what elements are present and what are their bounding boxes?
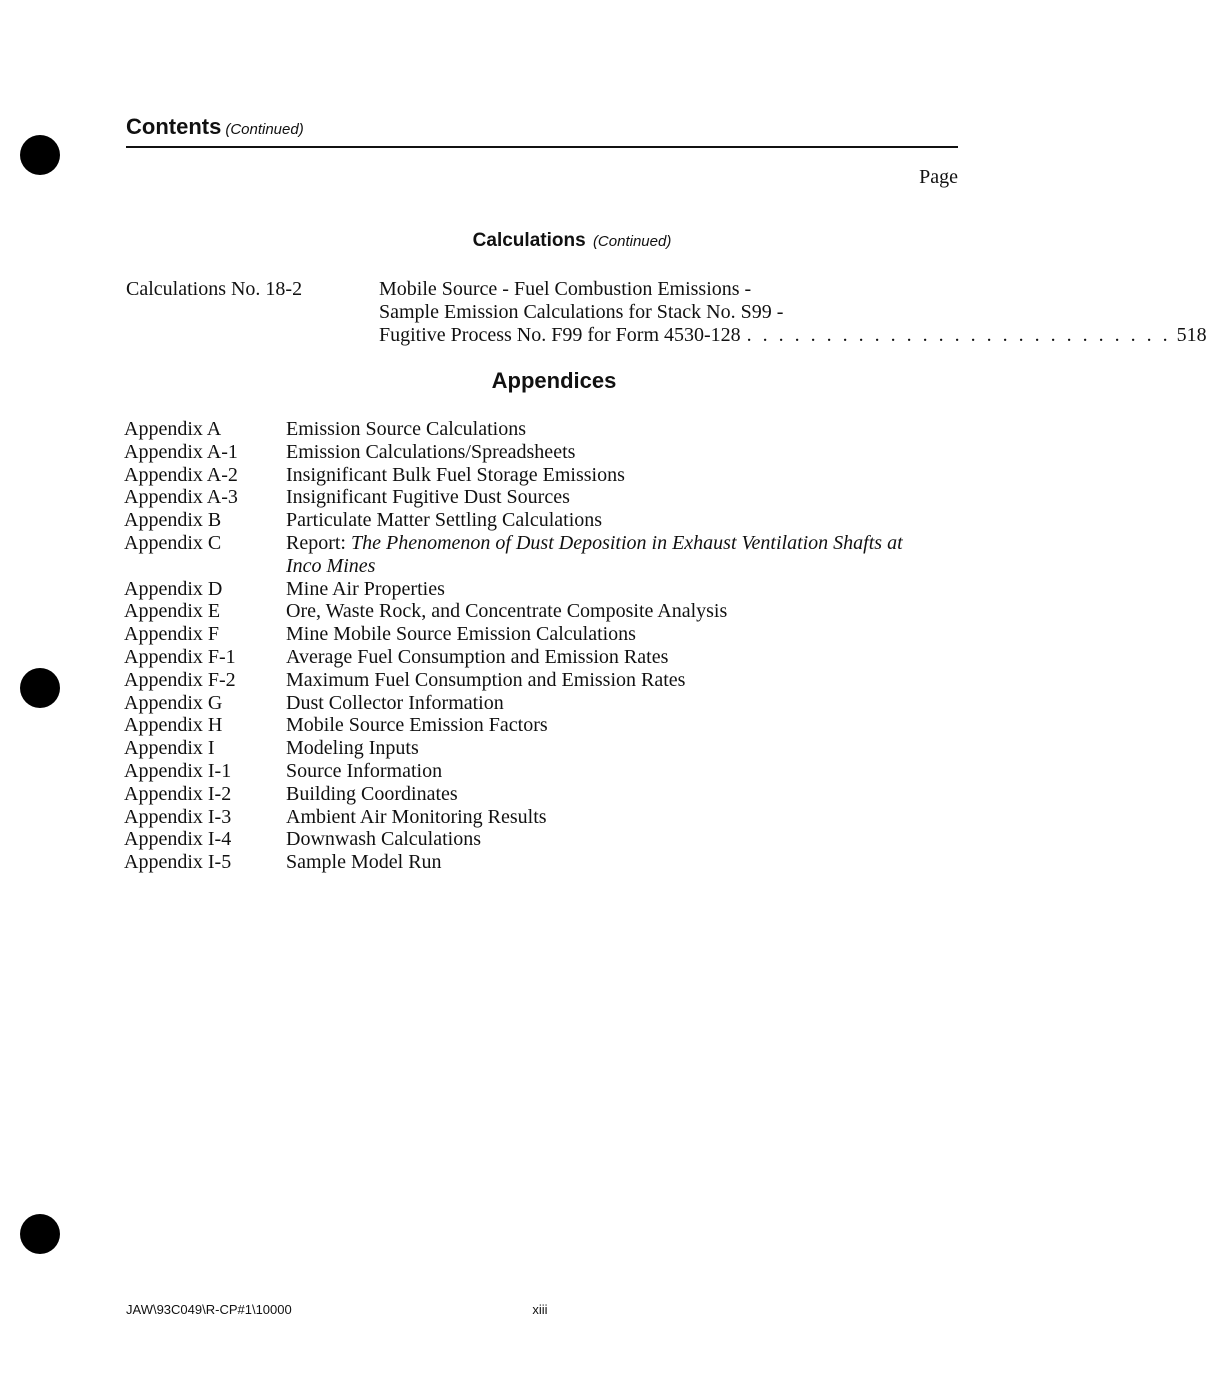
appendix-title: Source Information xyxy=(286,759,443,782)
appendix-label: Appendix A-1 xyxy=(124,440,238,463)
appendix-label: Appendix I-4 xyxy=(124,828,232,851)
calculations-heading-text: Calculations xyxy=(472,230,586,251)
calculation-entry-description[interactable] xyxy=(379,278,1207,346)
appendix-title: Mine Air Properties xyxy=(286,577,445,600)
appendix-label: Appendix A xyxy=(124,418,222,440)
appendix-row[interactable] xyxy=(124,441,924,464)
appendix-label: Appendix I-2 xyxy=(124,782,232,805)
document-id: JAW\93C049\R-CP#1\10000 xyxy=(126,1302,292,1317)
appendix-row[interactable] xyxy=(124,418,924,441)
appendix-title: Ore, Waste Rock, and Concentrate Composite Analysis xyxy=(286,600,728,623)
appendix-title: Mobile Source Emission Factors xyxy=(286,714,548,737)
appendix-list xyxy=(124,418,924,874)
appendix-row[interactable] xyxy=(124,600,924,623)
appendix-row[interactable] xyxy=(124,464,924,487)
appendix-row[interactable] xyxy=(124,828,924,851)
appendix-title: Emission Source Calculations xyxy=(286,418,526,440)
appendix-title: Insignificant Bulk Fuel Storage Emissions xyxy=(286,463,625,486)
appendix-title: Average Fuel Consumption and Emission Rates xyxy=(286,645,669,668)
appendix-title: Dust Collector Information xyxy=(286,691,504,714)
appendix-title: Modeling Inputs xyxy=(286,737,419,760)
appendix-title: Maximum Fuel Consumption and Emission Rates xyxy=(286,668,686,691)
appendix-row[interactable] xyxy=(124,692,924,715)
page-title-continued: (Continued) xyxy=(225,121,304,138)
calculation-entry-label: Calculations No. 18-2 xyxy=(126,278,303,300)
appendix-title: Emission Calculations/Spreadsheets xyxy=(286,440,576,463)
page-title xyxy=(126,114,304,140)
calculation-entry-line: Mobile Source - Fuel Combustion Emissions - xyxy=(379,278,752,300)
appendix-label: Appendix I-5 xyxy=(124,851,232,874)
header-rule xyxy=(126,146,958,148)
appendix-title: Mine Mobile Source Emission Calculations xyxy=(286,623,636,646)
appendix-row[interactable] xyxy=(124,806,924,829)
appendix-row[interactable] xyxy=(124,486,924,509)
appendix-row[interactable] xyxy=(124,851,924,874)
appendix-row[interactable] xyxy=(124,509,924,532)
appendix-label: Appendix I xyxy=(124,737,215,760)
appendix-row[interactable] xyxy=(124,532,924,578)
dot-leader: . . . . . . . . . . . . . . . . . . . . . . . . . . . xyxy=(746,323,1171,346)
binder-hole-top xyxy=(20,135,60,175)
appendix-label: Appendix B xyxy=(124,509,222,532)
appendix-row[interactable] xyxy=(124,714,924,737)
appendix-title: Building Coordinates xyxy=(286,782,458,805)
appendix-row[interactable] xyxy=(124,760,924,783)
appendix-title: Insignificant Fugitive Dust Sources xyxy=(286,486,570,509)
calculations-heading xyxy=(126,230,958,252)
calculation-entry-last-line xyxy=(379,323,1207,347)
appendix-label: Appendix A-2 xyxy=(124,463,238,486)
appendix-label: Appendix D xyxy=(124,577,223,600)
calculation-entry-line: Sample Emission Calculations for Stack No. S99 - xyxy=(379,300,784,323)
appendix-title xyxy=(286,532,924,578)
appendices-heading: Appendices xyxy=(491,368,617,393)
appendix-label: Appendix G xyxy=(124,691,223,714)
appendix-title: Sample Model Run xyxy=(286,851,442,874)
appendix-label: Appendix H xyxy=(124,714,223,737)
binder-hole-bottom xyxy=(20,1214,60,1254)
calculation-entry-page: 518 xyxy=(1176,323,1207,346)
appendix-label: Appendix C xyxy=(124,531,222,554)
appendix-label: Appendix F-1 xyxy=(124,645,236,668)
page-column-label: Page xyxy=(919,166,958,188)
binder-hole-middle xyxy=(20,668,60,708)
page-number: xiii xyxy=(532,1302,548,1317)
appendix-label: Appendix F-2 xyxy=(124,668,236,691)
appendix-row[interactable] xyxy=(124,646,924,669)
appendix-title: Ambient Air Monitoring Results xyxy=(286,805,547,828)
appendix-row[interactable] xyxy=(124,783,924,806)
appendix-row[interactable] xyxy=(124,669,924,692)
appendix-label: Appendix A-3 xyxy=(124,486,238,509)
appendix-title-prefix: Report: xyxy=(286,531,351,554)
appendix-title: Particulate Matter Settling Calculations xyxy=(286,509,603,532)
appendix-row[interactable] xyxy=(124,737,924,760)
calculations-heading-continued: (Continued) xyxy=(592,233,672,250)
appendix-title: Downwash Calculations xyxy=(286,828,481,851)
calculation-entry-line: Fugitive Process No. F99 for Form 4530-128 xyxy=(379,323,741,346)
appendix-row[interactable] xyxy=(124,578,924,601)
appendix-label: Appendix F xyxy=(124,623,219,646)
appendix-label: Appendix I-1 xyxy=(124,759,232,782)
appendix-label: Appendix E xyxy=(124,600,221,623)
page-title-text: Contents xyxy=(126,114,222,139)
appendix-report-title: The Phenomenon of Dust Deposition in Exhaust Ventilation Shafts at Inco Mines xyxy=(286,531,903,577)
appendix-label: Appendix I-3 xyxy=(124,805,232,828)
appendix-row[interactable] xyxy=(124,623,924,646)
